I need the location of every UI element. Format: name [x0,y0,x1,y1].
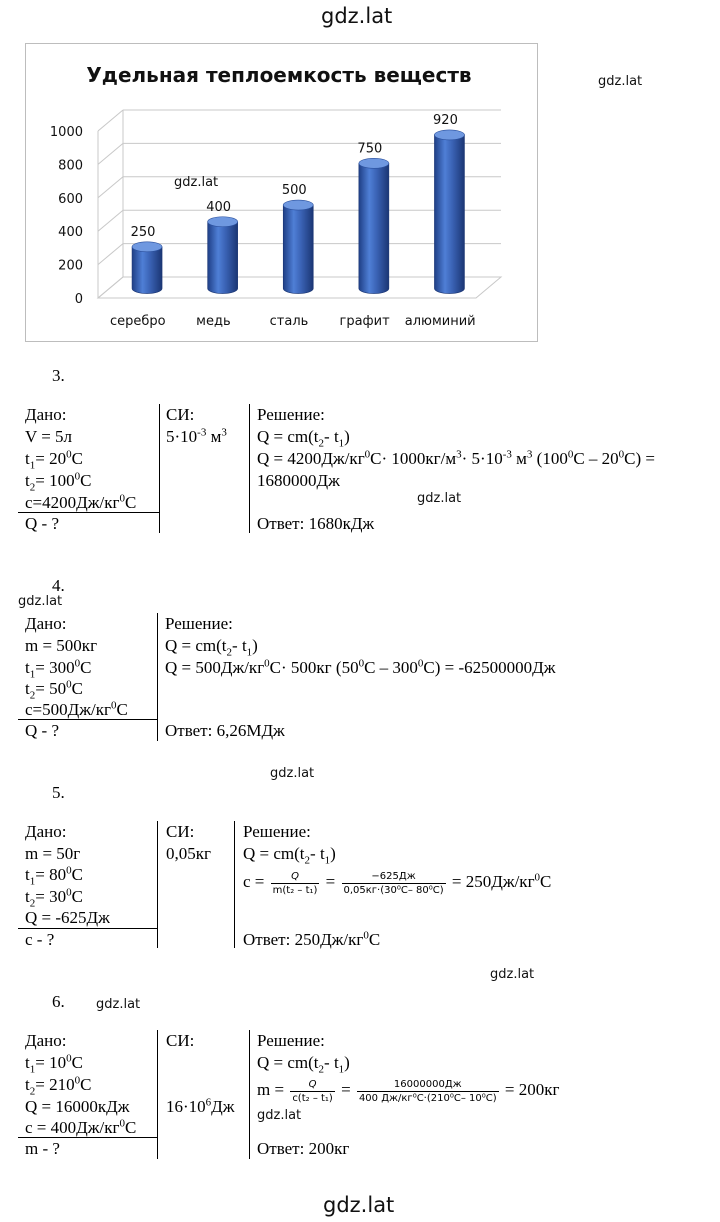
p6-fraction-numeric: $\frac{16000000Дж}{\text{400 Дж/кг⁰С·(210⁰С– 10⁰С)}}$ [358,1078,497,1104]
watermark-p6-inner: gdz.lat [257,1108,302,1123]
p4-answer: Ответ: 6,26МДж [165,721,285,740]
p3-given-title: Дано: [25,405,67,424]
p6-formula: $Q = cm(t_2-$ $t_1$) [257,1053,350,1076]
watermark-bottom: gdz.lat [323,1193,395,1217]
p5-derivation: c = $\frac{Q}{\text{m(t₂ – t₁)}}$ = $\frac{-625Дж}{\text{0,05кг·(30⁰С– 80⁰С)}}$ = $250Дж/кг^0С$ [243,870,552,896]
p5-divider-2 [234,821,235,948]
p5-answer: Ответ: $250Дж/кг^0С$ [243,929,381,949]
bar-top [283,200,313,210]
bar-медь [208,222,238,294]
p6-given-c: $c = 400Дж/кг^0С$ [25,1117,137,1137]
p3-divider-2 [249,404,250,533]
p5-given-q: Q = -625Дж [25,908,110,927]
bar-top [434,130,464,140]
p3-formula: $Q = cm(t_2-$ $t_1$) [257,427,350,450]
bar-сталь [283,205,313,293]
p5-fraction-numeric: $\frac{-625Дж}{\text{0,05кг·(30⁰С– 80⁰С)}}$ [343,870,444,896]
p5-formula: $Q = cm(t_2-$ $t_1$) [243,844,336,867]
chart-frame [25,43,538,342]
p3-given-c: $c=4200Дж/кг^0С$ [25,492,137,512]
x-tick-label: серебро [109,314,166,329]
watermark-p5-bottom: gdz.lat [490,967,535,982]
p4-given-t2: $t_2= 50^0С$ [25,678,83,702]
p4-solution-title: Решение: [165,614,233,633]
p3-answer: Ответ: 1680кДж [257,514,375,533]
p5-fraction-symbolic: $\frac{Q}{\text{m(t₂ – t₁)}}$ [272,870,318,896]
gridline-side [98,244,123,265]
watermark-chart-inner: gdz.lat [174,175,219,190]
watermark-p6-num: gdz.lat [96,997,141,1012]
p3-result: 1680000Дж [257,471,340,490]
watermark-p3: gdz.lat [417,491,462,506]
p6-si-value: $16\cdot 10^6Дж$ [166,1096,235,1116]
watermark-chart-right: gdz.lat [598,74,643,89]
p6-divider-2 [249,1030,250,1159]
p6-fraction-symbolic: $\frac{Q}{\text{c(t₂ – t₁)}}$ [292,1078,333,1104]
specific-heat-chart [26,44,537,341]
p5-solution-title: Решение: [243,822,311,841]
gridline-side [98,110,123,131]
y-tick-label: 0 [74,292,83,307]
p5-given-t2: $t_2= 30^0С$ [25,886,83,910]
p6-derivation: m = $\frac{Q}{\text{c(t₂ – t₁)}}$ = $\frac{16000000Дж}{\text{400 Дж/кг⁰С·(210⁰С– 10⁰С)}}$ = 200кг [257,1078,560,1104]
p4-given-mass: m = 500кг [25,636,98,655]
p6-si-title: СИ: [166,1031,195,1050]
bar-серебро [132,247,162,294]
problem-3-number: 3. [52,366,65,385]
bar-top [208,217,238,227]
p6-given-t2: $t_2= 210^0С$ [25,1074,92,1098]
p3-si-title: СИ: [166,405,195,424]
data-label: 500 [281,183,307,199]
p5-si-title: СИ: [166,822,195,841]
chart-title: Удельная теплоемкость веществ [86,63,472,87]
p6-divider-1 [157,1030,158,1159]
p6-given-title: Дано: [25,1031,67,1050]
p4-find: Q - ? [25,721,59,740]
p5-given-t1: $t_1= 80^0С$ [25,864,83,888]
p4-divider [157,613,158,741]
p4-given-t1: $t_1= 300^0С$ [25,657,92,681]
problem-6-number: 6. [52,992,65,1011]
p5-given-title: Дано: [25,822,67,841]
watermark-top: gdz.lat [321,4,393,28]
p3-find: Q - ? [25,514,59,533]
y-tick-label: 1000 [49,125,83,140]
x-tick-label: медь [196,314,231,329]
data-label: 250 [130,224,156,240]
p5-given-mass: m = 50г [25,844,81,863]
p6-answer: Ответ: 200кг [257,1139,350,1158]
p3-calculation: $Q = 4200Дж/кг^0С\cdot 1000кг/м^3\cdot 5\cdot 10^{-3}$ $м^3$ $(100^0С - 20^0С)$ = [257,448,656,468]
data-label: 920 [433,112,458,128]
p6-given-q: Q = 16000кДж [25,1097,130,1116]
data-label: 750 [357,141,383,157]
p3-given-volume: V = 5л [25,427,73,446]
watermark-p4: gdz.lat [18,594,63,609]
y-tick-label: 800 [58,158,83,174]
watermark-p5-top: gdz.lat [270,766,315,781]
p4-calculation: $Q = 500Дж/кг^0С\cdot 500кг$ $(50^0С - 300^0С) = -62500000Дж$ [165,657,556,677]
y-tick-label: 400 [58,225,83,241]
y-tick-label: 200 [58,258,83,274]
p3-given-t2: $t_2= 100^0С$ [25,470,92,494]
problem-4-number: 4. [52,576,65,595]
gridline-side [98,177,123,198]
gridline-side [98,143,123,164]
p3-si-value: $5\cdot 10^{-3}$ $м^3$ [166,426,227,446]
gridline-side [98,210,123,231]
x-tick-label: алюминий [404,314,476,329]
p3-solution-title: Решение: [257,405,325,424]
x-tick-label: графит [339,314,390,329]
bar-алюминий [434,135,464,294]
p4-given-title: Дано: [25,614,67,633]
p3-given-t1: $t_1= 20^0С$ [25,448,83,472]
bar-top [132,242,162,252]
p6-find: m - ? [25,1139,60,1158]
p6-given-t1: $t_1= 10^0С$ [25,1052,83,1076]
bar-графит [359,163,389,293]
problem-5-number: 5. [52,783,65,802]
p3-divider-1 [159,404,160,533]
p5-find: c - ? [25,930,55,949]
p6-solution-title: Решение: [257,1031,325,1050]
p5-si-value: 0,05кг [166,844,211,863]
y-tick-label: 600 [58,191,83,207]
p4-given-c: $c=500Дж/кг^0С$ [25,699,128,719]
p4-formula: $Q = cm(t_2-$ $t_1$) [165,636,258,659]
x-tick-label: сталь [269,314,309,329]
p5-divider-1 [157,821,158,948]
data-label: 400 [206,199,232,215]
bar-top [359,158,389,168]
